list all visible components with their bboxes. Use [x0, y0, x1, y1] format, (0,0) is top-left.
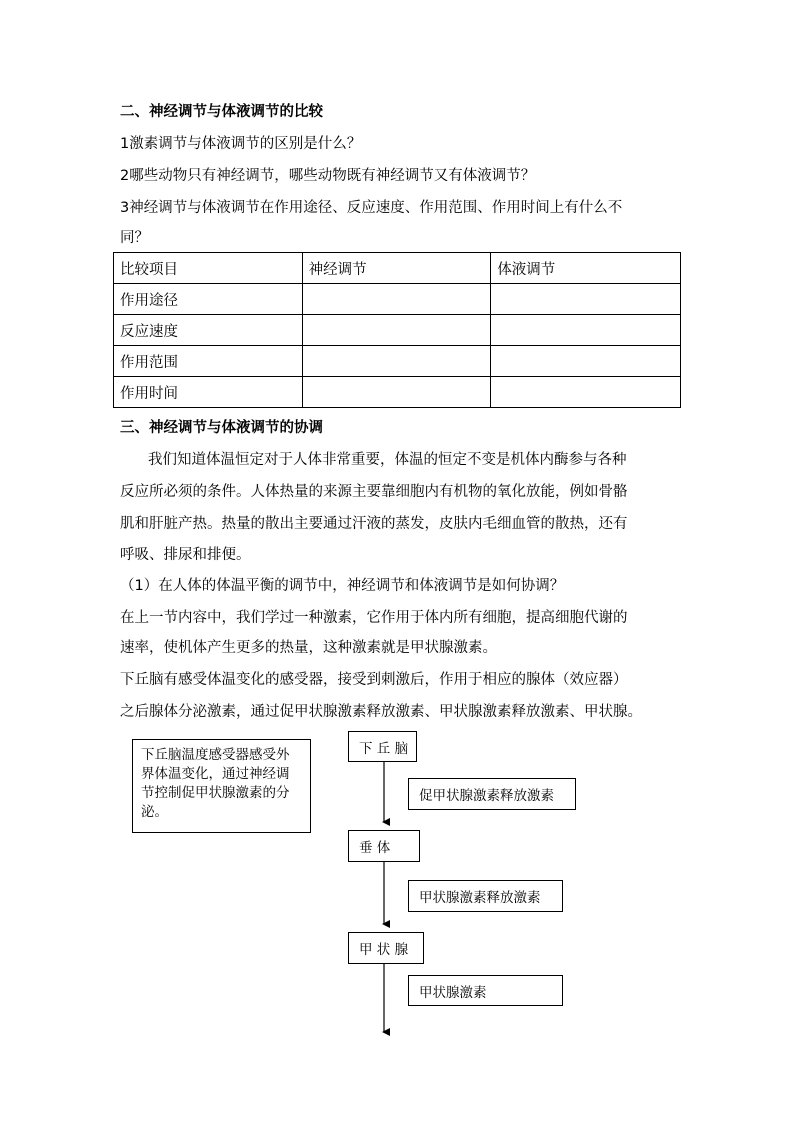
section-2-heading: 二、神经调节与体液调节的比较 [120, 104, 323, 120]
paragraph-3-line-1: 下丘脑有感受体温变化的感受器，接受到刺激后，作用于相应的腺体（效应器） [120, 672, 628, 688]
question-2: 2哪些动物只有神经调节，哪些动物既有神经调节又有体液调节？ [120, 168, 536, 184]
label-tsh: 甲状腺激素释放激素 [408, 880, 563, 912]
paragraph-1-line-4: 呼吸、排尿和排便。 [120, 547, 251, 563]
table-header-cell: 比较项目 [114, 253, 303, 284]
section-3-heading: 三、神经调节与体液调节的协调 [120, 420, 323, 436]
paragraph-3-line-2: 之后腺体分泌激素，通过促甲状腺激素释放激素、甲状腺激素释放激素、甲状腺。 [120, 704, 642, 720]
diagram-note-box: 下丘脑温度感受器感受外界体温变化，通过神经调节控制促甲状腺激素的分泌。 [132, 739, 311, 833]
node-thyroid: 甲 状 腺 [348, 932, 424, 964]
label-thyroxine: 甲状腺激素 [408, 975, 563, 1006]
table-cell: 作用途径 [114, 284, 303, 315]
table-cell: 作用时间 [114, 377, 303, 408]
node-hypothalamus: 下 丘 脑 [348, 731, 417, 762]
question-item-1: （1）在人体的体温平衡的调节中，神经调节和体液调节是如何协调？ [120, 578, 565, 594]
table-cell: 作用范围 [114, 346, 303, 377]
node-pituitary: 垂 体 [348, 830, 420, 862]
question-3-line-1: 3神经调节与体液调节在作用途径、反应速度、作用范围、作用时间上有什么不 [120, 200, 623, 216]
paragraph-1-line-1: 我们知道体温恒定对于人体非常重要，体温的恒定不变是机体内酶参与各种 [148, 452, 627, 468]
question-1: 1激素调节与体液调节的区别是什么？ [120, 136, 362, 152]
table-header-cell: 体液调节 [491, 253, 681, 284]
question-3-line-2: 同？ [120, 230, 149, 246]
paragraph-2-line-1: 在上一节内容中，我们学过一种激素，它作用于体内所有细胞，提高细胞代谢的 [120, 610, 628, 626]
paragraph-1-line-2: 反应所必须的条件。人体热量的来源主要靠细胞内有机物的氧化放能，例如骨骼 [120, 484, 628, 500]
paragraph-1-line-3: 肌和肝脏产热。热量的散出主要通过汗液的蒸发，皮肤内毛细血管的散热，还有 [120, 516, 628, 532]
table-header-cell: 神经调节 [302, 253, 491, 284]
paragraph-2-line-2: 速率，使机体产生更多的热量，这种激素就是甲状腺激素。 [120, 640, 497, 656]
label-trh: 促甲状腺激素释放激素 [408, 778, 576, 810]
table-cell: 反应速度 [114, 315, 303, 346]
